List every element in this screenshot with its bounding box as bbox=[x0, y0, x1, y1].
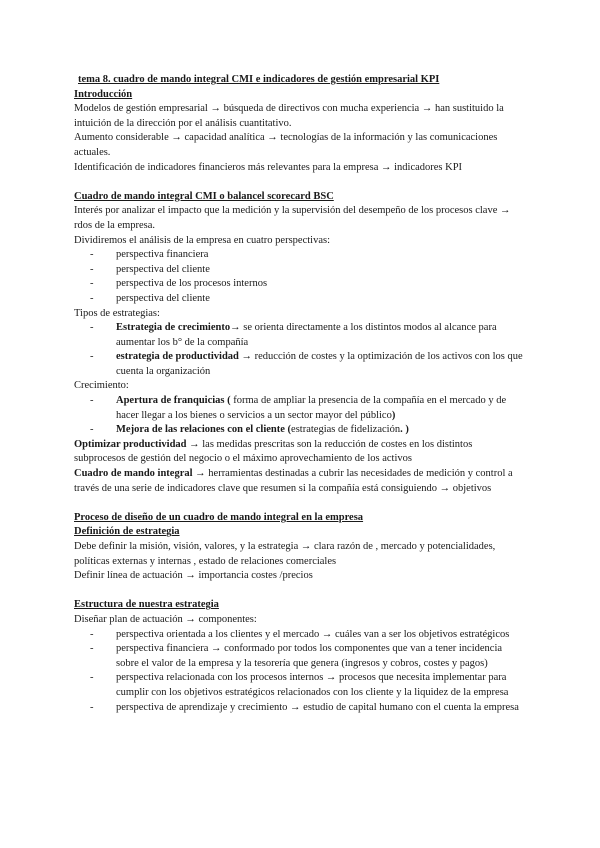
list-item-growth: - Mejora de las relaciones con el cliente (estrategias de fidelización. ) bbox=[74, 423, 526, 438]
dash-bullet: - bbox=[90, 395, 94, 407]
spacer bbox=[74, 175, 526, 190]
dash-bullet: - bbox=[90, 628, 94, 640]
dash-bullet: - bbox=[90, 322, 94, 334]
list-item-component: - perspectiva relacionada con los procesos internos → procesos que necesita implementar para cumplir con los objetivos estratégicos relacionados con los cliente y la liquidez de la empresa bbox=[90, 672, 509, 698]
strategy-definition-heading: Definición de estrategia bbox=[74, 526, 180, 538]
growth-label: Crecimiento: bbox=[74, 380, 129, 392]
dash-bullet: - bbox=[90, 424, 94, 436]
dash-bullet: - bbox=[90, 292, 94, 304]
intro-heading: Introducción bbox=[74, 88, 133, 100]
list-item-perspective: - perspectiva del cliente bbox=[74, 292, 526, 307]
strategy-types-label: Tipos de estrategias: bbox=[74, 307, 160, 319]
dash-bullet: - bbox=[90, 263, 94, 275]
list-item-growth: - Apertura de franquicias ( forma de ampliar la presencia de la compañía en el mercado y de hacer llegar a los bienes o servicios a un sector mayor del público) bbox=[90, 395, 507, 421]
process-paragraph-2: Definir línea de actuación → importancia costes /precios bbox=[74, 570, 313, 582]
list-item-perspective: - perspectiva del cliente bbox=[74, 263, 526, 278]
dash-bullet: - bbox=[90, 643, 94, 655]
list-item-strategy-type: - estrategia de productividad → reducción de costes y la optimización de los activos con los que cuenta la organización bbox=[90, 351, 523, 377]
dash-bullet: - bbox=[90, 278, 94, 290]
intro-paragraph-1: Modelos de gestión empresarial → búsqueda de directivos con mucha experiencia → han sustituido la intuición de la dirección por el análisis cuantitativo. bbox=[74, 103, 504, 129]
optimize-paragraph: Optimizar productividad → las medidas prescritas son la reducción de costes en los distintos subprocesos de gestión del negocio o el máximo aprovechamiento de los activos bbox=[74, 438, 473, 465]
dash-bullet: - bbox=[90, 351, 94, 363]
list-item-component: - perspectiva financiera → conformado por todos los componentes que van a tener incidencia sobre el valor de la empresa y la tesorería que genera (ingresos y cobros, costes y pagos) bbox=[90, 643, 503, 669]
spacer bbox=[74, 496, 526, 511]
process-heading: Proceso de diseño de un cuadro de mando integral en la empresa bbox=[74, 511, 364, 523]
intro-paragraph-3: Identificación de indicadores financieros más relevantes para la empresa → indicadores KPI bbox=[74, 161, 463, 173]
intro-paragraph-2: Aumento considerable → capacidad analítica → tecnologías de la información y las comunicaciones actuales. bbox=[74, 132, 498, 158]
spacer bbox=[74, 584, 526, 599]
structure-intro: Diseñar plan de actuación → componentes: bbox=[74, 613, 257, 625]
list-item-component: - perspectiva de aprendizaje y crecimiento → estudio de capital humano con el cuenta la empresa bbox=[74, 701, 526, 716]
dash-bullet: - bbox=[90, 672, 94, 684]
document-title: tema 8. cuadro de mando integral CMI e indicadores de gestión empresarial KPI bbox=[78, 74, 440, 85]
process-paragraph-1: Debe definir la misión, visión, valores, y la estrategia → clara razón de , mercado y potencialidades, políticas externas y internas , estado de relaciones comerciales bbox=[74, 541, 496, 567]
document-content bbox=[74, 73, 526, 715]
cmi-paragraph-1: Interés por analizar el impacto que la medición y la supervisión del desempeño de los procesos clave → rdos de la empresa. bbox=[74, 205, 511, 231]
cmi-heading: Cuadro de mando integral CMI o balancel scorecard BSC bbox=[74, 190, 334, 202]
cmi-paragraph-2: Dividiremos el análisis de la empresa en cuatro perspectivas: bbox=[74, 234, 330, 246]
list-item-perspective: - perspectiva de los procesos internos bbox=[74, 277, 526, 292]
list-item-component: - perspectiva orientada a los clientes y el mercado → cuáles van a ser los objetivos estratégicos bbox=[74, 628, 526, 643]
dash-bullet: - bbox=[90, 249, 94, 261]
list-item-perspective: - perspectiva financiera bbox=[74, 248, 526, 263]
dash-bullet: - bbox=[90, 701, 94, 713]
cmi-definition-paragraph: Cuadro de mando integral → herramientas destinadas a cubrir las necesidades de medición y control a través de una serie de indicadores clave que resumen si la compañía está consiguiendo → objetivos bbox=[74, 468, 513, 494]
list-item-strategy-type: - Estrategia de crecimiento→ se orienta directamente a los distintos modos al alcance para aumentar los b° de la compañía bbox=[90, 322, 497, 348]
structure-heading: Estructura de nuestra estrategia bbox=[74, 599, 219, 611]
